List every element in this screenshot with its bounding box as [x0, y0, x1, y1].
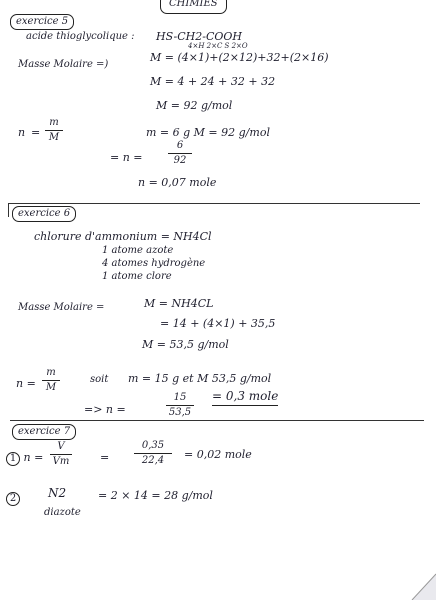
ex6-result: = 0,3 mole — [212, 390, 278, 406]
ex5-masse-label: Masse Molaire =) — [18, 59, 109, 70]
ex5-n-eq: = — [31, 126, 41, 139]
ex7-item2-calc: = 2 × 14 = 28 g/mol — [98, 489, 213, 502]
ex6-bracket — [8, 203, 9, 217]
ex6-heading — [12, 206, 76, 222]
ex6-n-left: n = — [16, 377, 36, 390]
ex5-acide-label: acide thioglycolique : — [26, 31, 135, 42]
ex6-arrow-prefix: => n = — [84, 403, 126, 416]
ex6-atom-2: 4 atomes hydrogène — [102, 258, 206, 269]
ex5-result: n = 0,07 mole — [138, 176, 217, 189]
ex5-line1: M = (4×1)+(2×12)+32+(2×16) — [150, 51, 329, 64]
ex5-line3: M = 92 g/mol — [156, 99, 233, 112]
ex6-atom-1: 1 atome azote — [102, 245, 174, 256]
ex6-line1: M = NH4CL — [144, 297, 214, 310]
ex5-calc-den: 92 — [173, 155, 187, 166]
ex6-line3: M = 53,5 g/mol — [142, 338, 229, 351]
ex6-calc-fraction — [166, 392, 194, 419]
ex7-item2-number-wrap — [6, 492, 20, 506]
ex7-item1-eq: = — [100, 451, 110, 464]
ex7-item1-vm: Vm — [52, 456, 70, 467]
header-title: CHIMIES — [169, 0, 218, 9]
ex7-item2-number: 2 — [6, 492, 20, 506]
ex6-line2: = 14 + (4×1) + 35,5 — [160, 317, 276, 330]
ex6-n-den: M — [45, 382, 57, 393]
ex5-heading — [10, 14, 74, 30]
ex6-separator — [10, 420, 424, 421]
ex5-calc-prefix: = n = — [110, 151, 143, 164]
ex6-n-fraction — [42, 367, 60, 394]
ex5-calc-num: 6 — [176, 140, 184, 151]
ex7-item2-label: diazote — [44, 507, 81, 518]
ex5-calc-fraction — [168, 140, 192, 167]
ex5-n-left: n — [18, 126, 26, 139]
page-corner-icon — [400, 560, 436, 600]
ex7-item1-number: 1 — [6, 452, 20, 466]
ex7-item2-formula: N2 — [48, 486, 67, 500]
ex7-item1 — [6, 452, 43, 466]
ex6-atom-3: 1 atome clore — [102, 271, 172, 282]
ex7-heading-text: exercice 7 — [18, 426, 71, 437]
ex5-separator — [8, 203, 420, 204]
ex7-item1-vfraction — [50, 441, 72, 468]
page-header — [160, 0, 227, 14]
ex6-heading-text: exercice 6 — [18, 208, 71, 219]
ex5-given: m = 6 g M = 92 g/mol — [146, 126, 270, 139]
ex7-item1-v: V — [57, 441, 65, 452]
ex5-atom-labels: 4×H 2×C S 2×O — [188, 42, 248, 50]
ex6-chlorure: chlorure d'ammonium = NH4Cl — [34, 230, 212, 243]
ex7-item1-result: = 0,02 mole — [184, 448, 252, 461]
ex7-item1-left: n = — [23, 451, 44, 464]
ex5-heading-text: exercice 5 — [16, 16, 69, 27]
ex6-given: m = 15 g et M 53,5 g/mol — [128, 372, 272, 385]
ex6-calc-den: 53,5 — [168, 407, 192, 418]
ex5-line2: M = 4 + 24 + 32 + 32 — [150, 75, 276, 88]
ex7-item1-top: 0,35 — [141, 440, 165, 451]
ex5-n-fraction — [45, 117, 63, 144]
ex5-n-num: m — [49, 117, 59, 128]
ex7-heading — [12, 424, 76, 440]
ex6-n-num: m — [46, 367, 56, 378]
ex5-formula: HS-CH2-COOH — [156, 30, 243, 43]
ex6-calc-num: 15 — [173, 392, 187, 403]
ex7-item1-fraction — [134, 440, 172, 467]
ex6-soit: soit — [90, 374, 109, 385]
ex7-item1-bot: 22,4 — [141, 455, 165, 466]
ex5-n-den: M — [48, 132, 60, 143]
ex6-masse-label: Masse Molaire = — [18, 302, 105, 313]
